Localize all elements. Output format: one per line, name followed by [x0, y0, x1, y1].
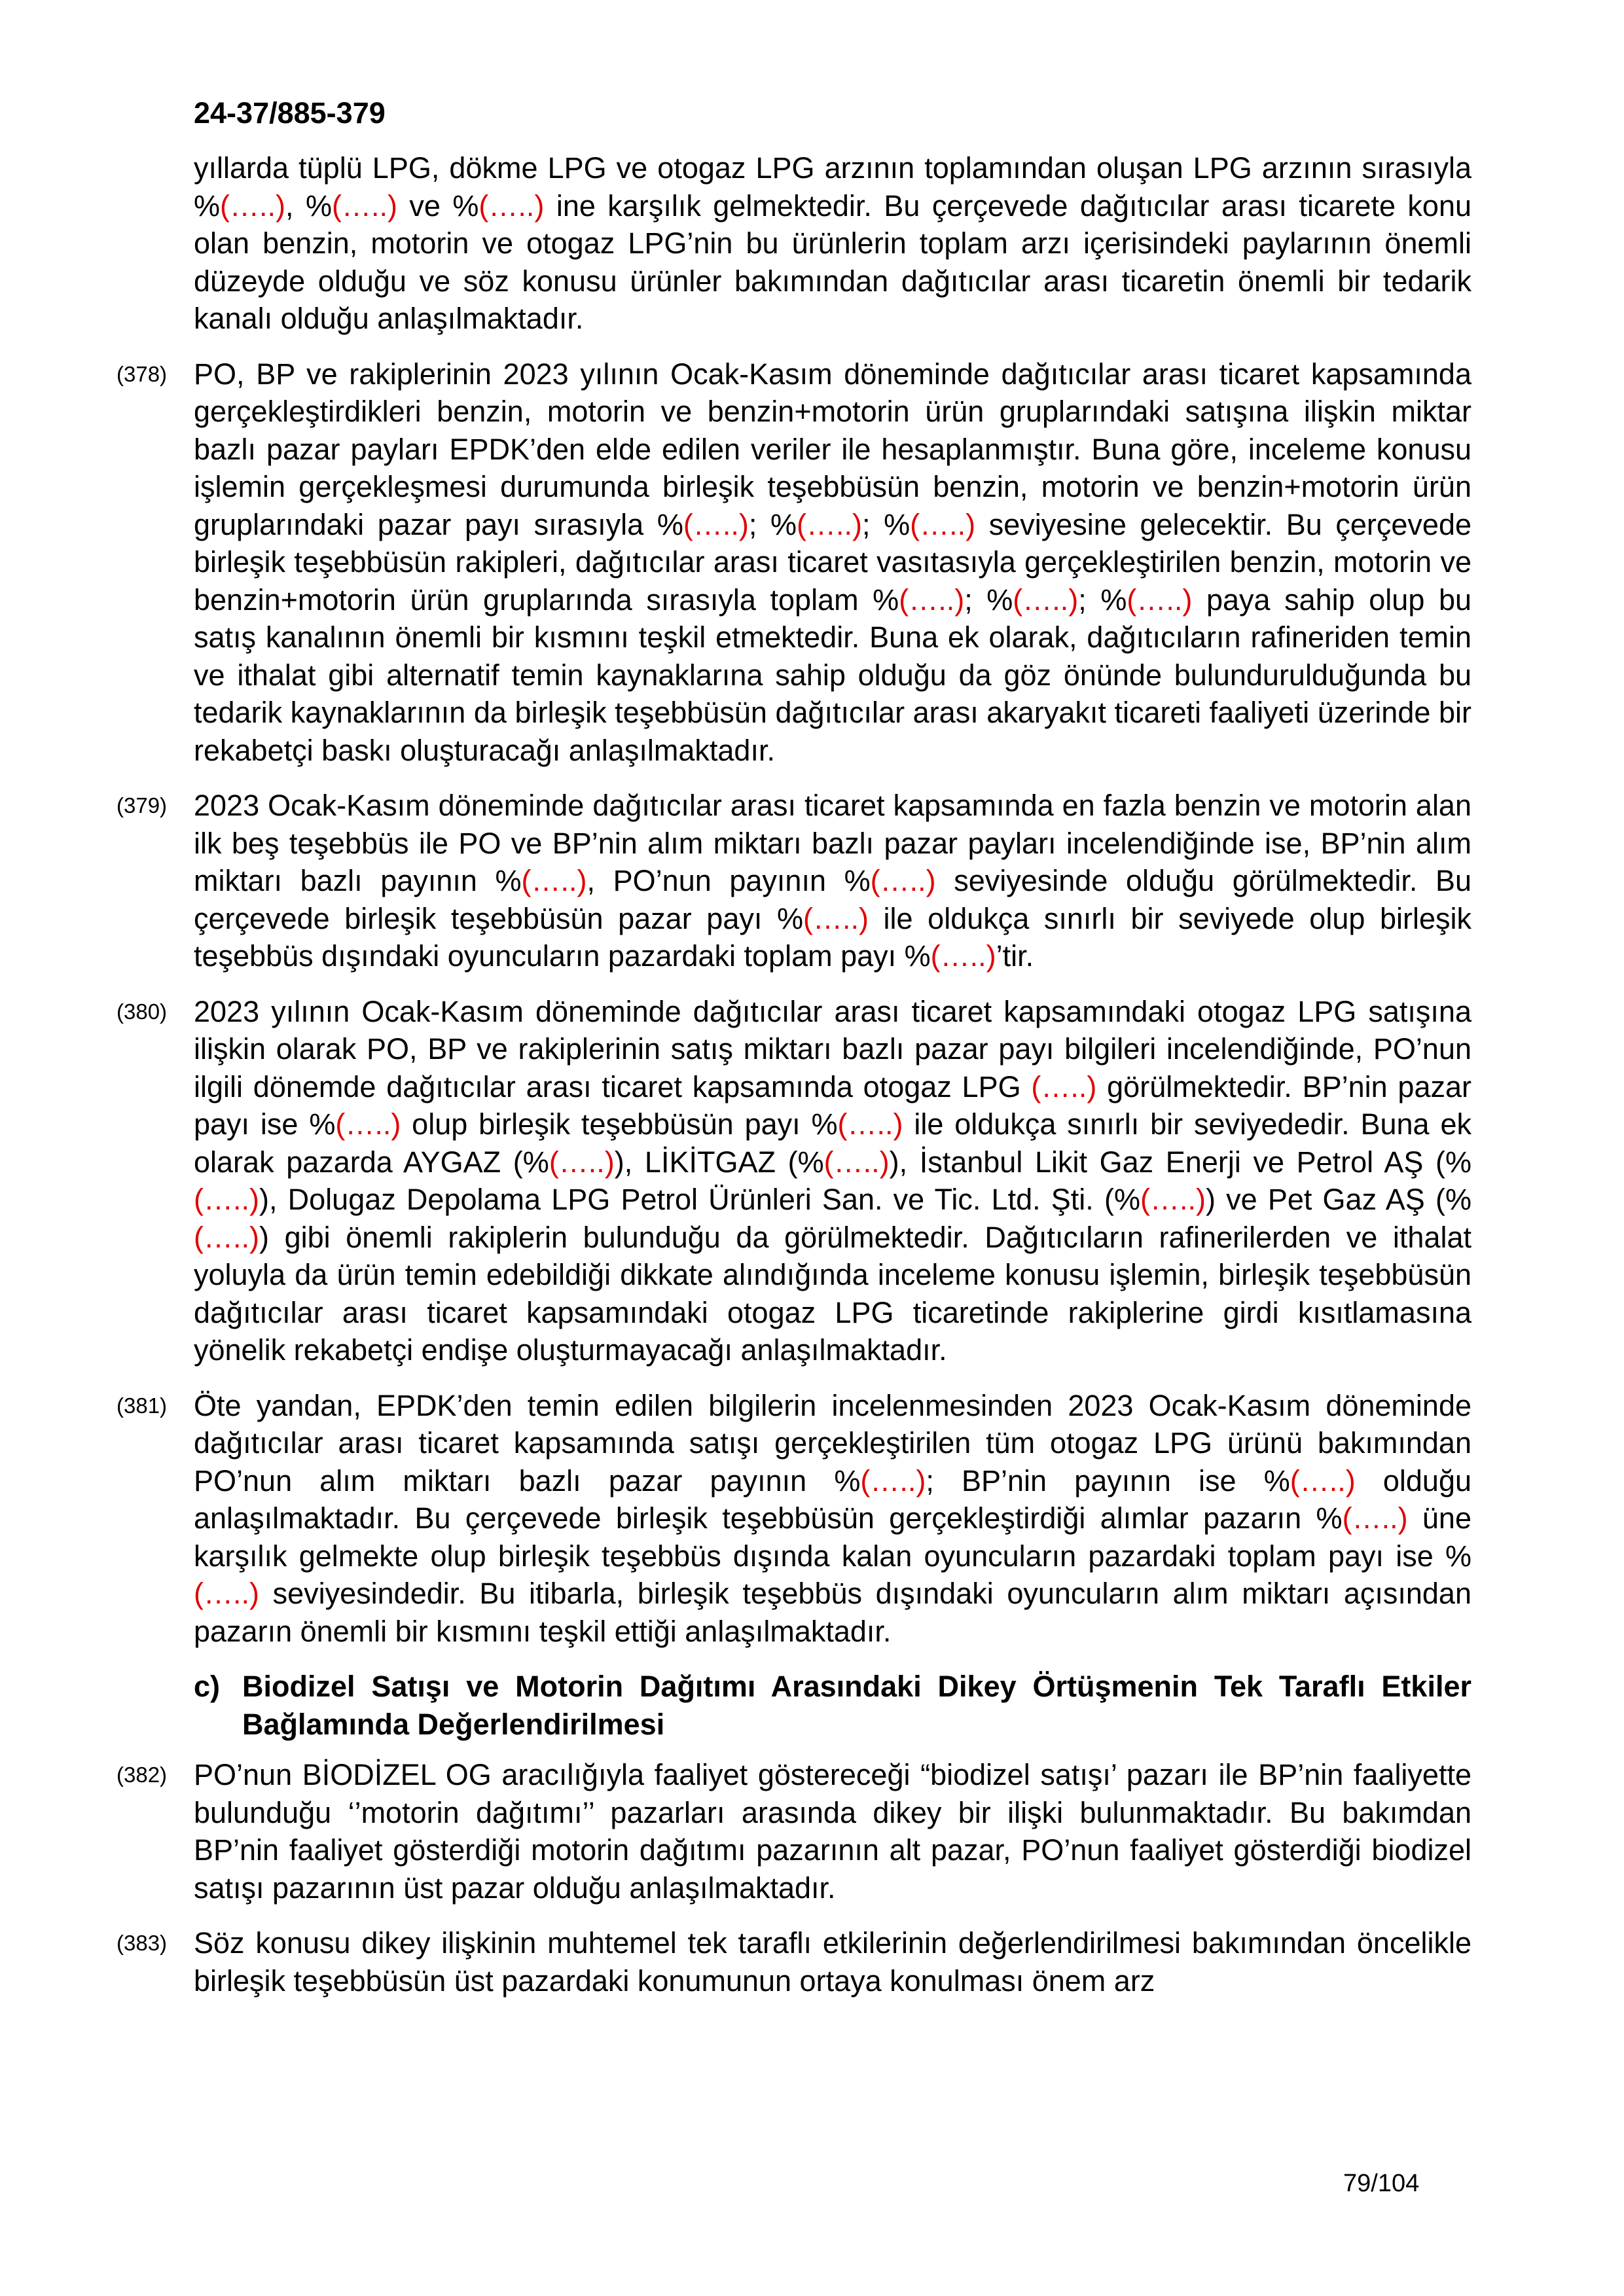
section-letter: c)	[194, 1670, 221, 1703]
section-title: Biodizel Satışı ve Motorin Dağıtımı Arasındaki Dikey Örtüşmenin Tek Taraflı Etkiler Bağlamında Değerlendirilmesi	[242, 1670, 1471, 1741]
paragraph-text: PO, BP ve rakiplerinin 2023 yılının Ocak-Kasım döneminde dağıtıcılar arası ticaret kapsamında gerçekleştirdikleri benzin, motorin ve benzin+motorin ürün gruplarındaki satışına ilişkin miktar bazlı pazar payları EPDK’den elde edilen veriler ile hesaplanmıştır. Buna göre, inceleme konusu işlemin gerçekleşmesi durumunda birleşik teşebbüsün benzin, motorin ve benzin+motorin ürün gruplarındaki pazar payı sırasıyla %(…..); %(…..); %(…..) seviyesine gelecektir. Bu çerçevede birleşik teşebbüsün rakipleri, dağıtıcılar arası ticaret vasıtasıyla gerçekleştirilen benzin, motorin ve benzin+motorin ürün gruplarında sırasıyla toplam %(…..); %(…..); %(…..) paya sahip olup bu satış kanalının önemli bir kısmını teşkil etmektedir. Buna ek olarak, dağıtıcıların rafineriden temin ve ithalat gibi alternatif temin kaynaklarına sahip olduğu da göz önünde bulundurulduğunda bu tedarik kaynaklarının da birleşik teşebbüsün dağıtıcılar arası akaryakıt ticareti faaliyeti üzerinde bir rekabetçi baskı oluşturacağı anlaşılmaktadır.	[194, 357, 1471, 767]
paragraph	[117, 355, 1471, 770]
paragraph-group	[117, 1756, 1471, 2000]
document-body	[117, 149, 1472, 2017]
paragraph-text: 2023 Ocak-Kasım döneminde dağıtıcılar arası ticaret kapsamında en fazla benzin ve motorin alan ilk beş teşebbüs ile PO ve BP’nin alım miktarı bazlı pazar payları incelendiğinde ise, BP’nin alım miktarı bazlı payının %(…..), PO’nun payının %(…..) seviyesinde olduğu görülmektedir. Bu çerçevede birleşik teşebbüsün pazar payı %(…..) ile oldukça sınırlı bir seviyede olup birleşik teşebbüs dışındaki oyuncuların pazardaki toplam payı %(…..)’tir.	[194, 789, 1472, 973]
paragraph	[117, 787, 1472, 975]
paragraph-number: (382)	[117, 1763, 168, 1787]
paragraph-text: Söz konusu dikey ilişkinin muhtemel tek taraflı etkilerinin değerlendirilmesi bakımından öncelikle birleşik teşebbüsün üst pazardaki konumunun ortaya konulması önem arz	[194, 1926, 1471, 1998]
paragraph-number: (381)	[117, 1393, 168, 1418]
document-id: 24-37/885-379	[194, 96, 386, 130]
paragraph-number: (380)	[117, 999, 168, 1024]
page-number: 79/104	[1343, 2170, 1420, 2197]
paragraph	[117, 1387, 1471, 1651]
paragraph	[194, 149, 1471, 338]
paragraph-number: (378)	[117, 361, 168, 386]
paragraph-group	[117, 149, 1472, 1650]
section-heading	[194, 1668, 1471, 1743]
paragraph	[117, 1924, 1471, 2000]
paragraph-text: yıllarda tüplü LPG, dökme LPG ve otogaz LPG arzının toplamından oluşan LPG arzının sırasıyla %(…..), %(…..) ve %(…..) ine karşılık gelmektedir. Bu çerçevede dağıtıcılar arası ticarete konu olan benzin, motorin ve otogaz LPG’nin bu ürünlerin toplam arzı içerisindeki paylarının önemli düzeyde olduğu ve söz konusu ürünler bakımından dağıtıcılar arası ticaretin önemli bir tedarik kanalı olduğu anlaşılmaktadır.	[194, 151, 1471, 335]
paragraph-number: (379)	[117, 793, 168, 817]
paragraph-text: Öte yandan, EPDK’den temin edilen bilgilerin incelenmesinden 2023 Ocak-Kasım döneminde dağıtıcılar arası ticaret kapsamında satışı gerçekleştirilen tüm otogaz LPG ürünü bakımından PO’nun alım miktarı bazlı pazar payının %(…..); BP’nin payının ise %(…..) olduğu anlaşılmaktadır. Bu çerçevede birleşik teşebbüsün gerçekleştirdiği alımlar pazarın %(…..) üne karşılık gelmekte olup birleşik teşebbüs dışında kalan oyuncuların pazardaki toplam payı ise %(…..) seviyesindedir. Bu itibarla, birleşik teşebbüs dışındaki oyuncuların alım miktarı açısından pazarın önemli bir kısmını teşkil ettiği anlaşılmaktadır.	[194, 1388, 1471, 1648]
paragraph-text: 2023 yılının Ocak-Kasım döneminde dağıtıcılar arası ticaret kapsamındaki otogaz LPG satışına ilişkin olarak PO, BP ve rakiplerinin satış miktarı bazlı pazar payı bilgileri incelendiğinde, PO’nun ilgili dönemde dağıtıcılar arası ticaret kapsamında otogaz LPG (…..) görülmektedir. BP’nin pazar payı ise %(…..) olup birleşik teşebbüsün payı %(…..) ile oldukça sınırlı bir seviyededir. Buna ek olarak pazarda AYGAZ (%(…..)), LİKİTGAZ (%(…..)), İstanbul Likit Gaz Enerji ve Petrol AŞ (%(…..)), Dolugaz Depolama LPG Petrol Ürünleri San. ve Tic. Ltd. Şti. (%(…..)) ve Pet Gaz AŞ (%(…..)) gibi önemli rakiplerin bulunduğu da görülmektedir. Dağıtıcıların rafinerilerden ve ithalat yoluyla da ürün temin edebildiği dikkate alındığında inceleme konusu işlemin, birleşik teşebbüsün dağıtıcılar arası ticaret kapsamındaki otogaz LPG ticaretinde rakiplerine girdi kısıtlamasına yönelik rekabetçi endişe oluşturmayacağı anlaşılmaktadır.	[194, 994, 1471, 1367]
paragraph-text: PO’nun BİODİZEL OG aracılığıyla faaliyet göstereceği “biodizel satışı’ pazarı ile BP’nin faaliyette bulunduğu ‘’motorin dağıtımı’’ pazarları arasında dikey bir ilişki bulunmaktadır. Bu bakımdan BP’nin faaliyet gösterdiği motorin dağıtımı pazarının alt pazar, PO’nun faaliyet gösterdiği biodizel satışı pazarının üst pazar olduğu anlaşılmaktadır.	[194, 1758, 1471, 1905]
paragraph	[117, 993, 1471, 1369]
paragraph-number: (383)	[117, 1931, 168, 1955]
paragraph	[117, 1756, 1471, 1907]
